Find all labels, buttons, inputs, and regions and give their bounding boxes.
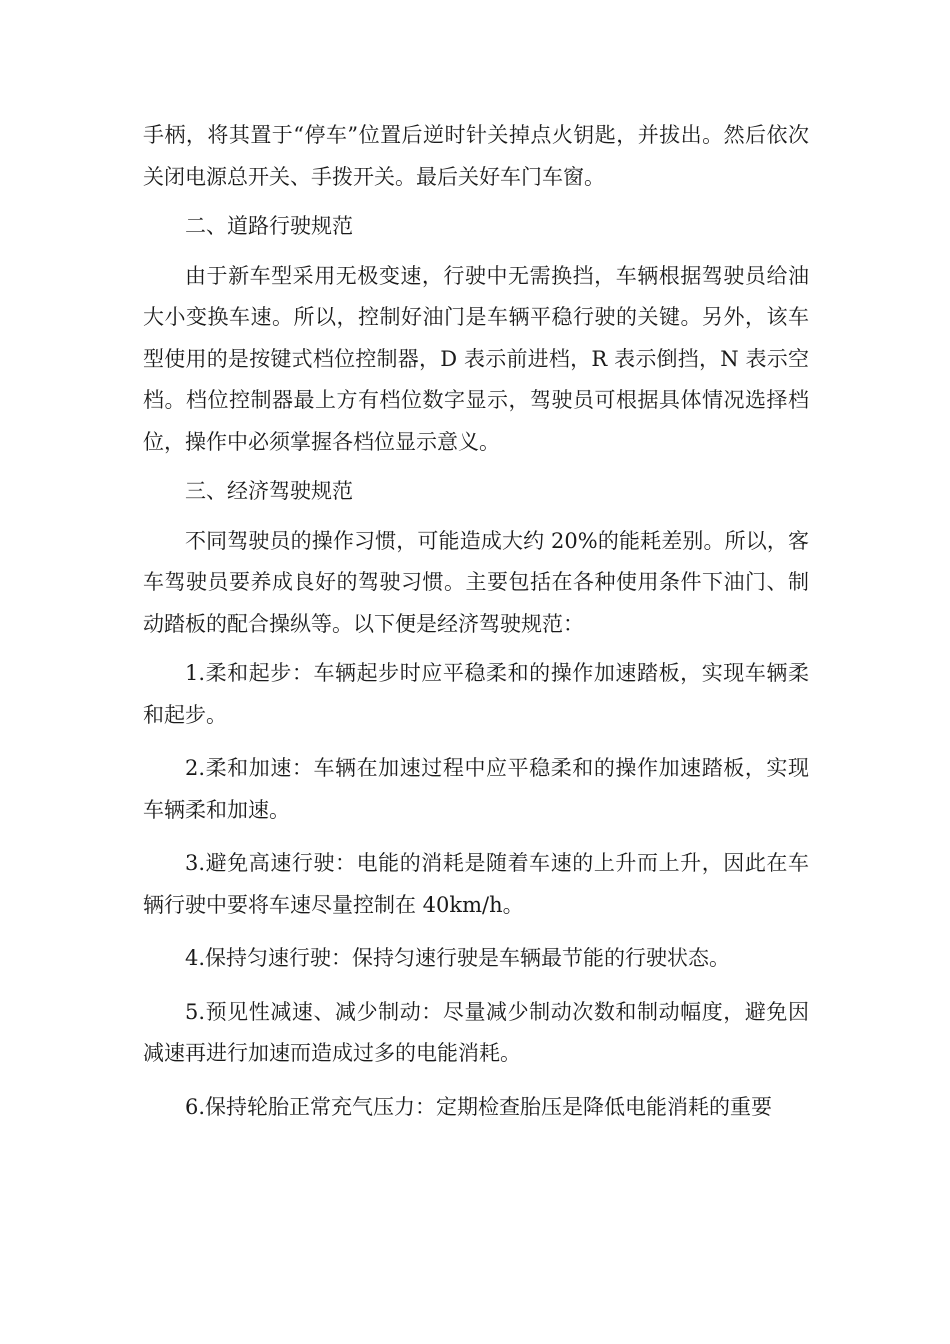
section-heading-road-driving: 二、道路行驶规范 (185, 214, 353, 238)
paragraph-economic-driving-intro: 不同驾驶员的操作习惯，可能造成大约 20%的能耗差别。所以，客车驾驶员要养成良好的驾驶习惯。主要包括在各种使用条件下油门、制动踏板的配合操纵等。以下便是经济驾驶规范： (143, 528, 809, 636)
list-item-gentle-start: 1.柔和起步：车辆起步时应平稳柔和的操作加速踏板，实现车辆柔和起步。 (143, 661, 809, 727)
list-item-tire-pressure: 6.保持轮胎正常充气压力：定期检查胎压是降低电能消耗的重要 (185, 1094, 773, 1119)
list-item-predictive-deceleration: 5.预见性减速、减少制动：尽量减少制动次数和制动幅度，避免因减速再进行加速而造成过多的电能消耗。 (143, 999, 809, 1065)
paragraph-road-driving: 由于新车型采用无极变速，行驶中无需换挡，车辆根据驾驶员给油大小变换车速。所以，控制好油门是车辆平稳行驶的关键。另外，该车型使用的是按键式档位控制器，D 表示前进档，R 表示倒挡，N 表示空档。档位控制器最上方有档位数字显示，驾驶员可根据具体情况选择档位，操作中必须掌握各档位显示意义。 (143, 263, 809, 454)
list-item-avoid-high-speed: 3.避免高速行驶：电能的消耗是随着车速的上升而上升，因此在车辆行驶中要将车速尽量控制在 40km/h。 (143, 851, 809, 917)
list-item-constant-speed: 4.保持匀速行驶：保持匀速行驶是车辆最节能的行驶状态。 (185, 946, 731, 970)
paragraph-shutdown-steps: 手柄，将其置于“停车”位置后逆时针关掉点火钥匙，并拔出。然后依次关闭电源总开关、手拨开关。最后关好车门车窗。 (143, 123, 809, 189)
document-body (143, 115, 809, 1128)
section-heading-economic-driving: 三、经济驾驶规范 (185, 479, 353, 503)
list-item-gentle-acceleration: 2.柔和加速：车辆在加速过程中应平稳柔和的操作加速踏板，实现车辆柔和加速。 (143, 756, 809, 822)
